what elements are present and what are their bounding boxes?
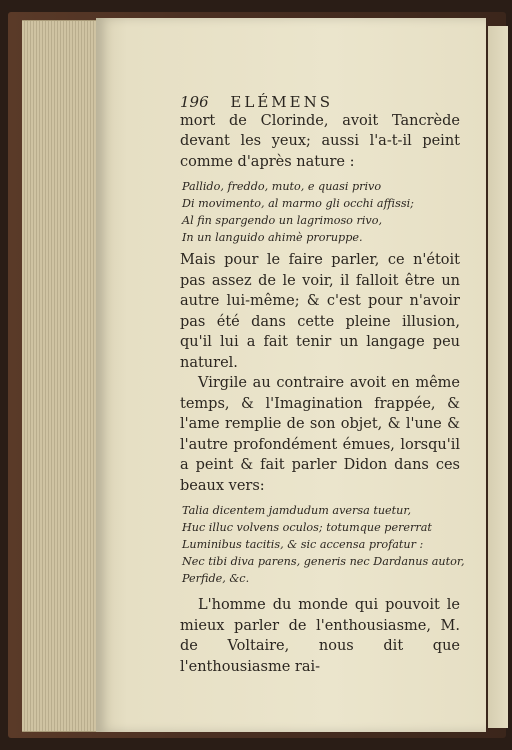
paragraph-3: Virgile au contraire avoit en même temps, & l'Imagination frappée, & l'ame remplie de son objet, & l'une & l'autre profondément émues, lorsqu'il a peint & fait parler Didon dans ces beaux vers: [180, 375, 460, 494]
page-text [180, 92, 465, 677]
page-number: 196 [180, 93, 209, 111]
paragraph-4: L'homme du monde qui pouvoit le mieux parler de l'enthousiasme, M. de Voltaire, nous dit que l'enthousiasme rai- [180, 597, 460, 675]
facing-page-edge [486, 26, 508, 728]
verse-line: Huc illuc volvens oculos; totumque pererrat [182, 521, 432, 534]
running-title: ELÉMENS [230, 93, 333, 111]
italian-verse [180, 178, 460, 246]
paragraph-1: mort de Clorinde, avoit Tancrède devant les yeux; aussi l'a-t-il peint comme d'après nature : [180, 112, 460, 170]
verse-line: Luminibus tacitis, & sic accensa profatur : [182, 538, 424, 551]
verse-line: Perfide, &c. [182, 572, 250, 585]
paragraph-2: Mais pour le faire parler, ce n'étoit pas assez de le voir, il falloit être un autre lui-même; & c'est pour n'avoir pas été dans cette pleine illusion, qu'il lui a fait tenir un langage peu naturel. [180, 252, 460, 371]
verse-line: Nec tibi diva parens, generis nec Dardanus autor, [182, 555, 465, 568]
running-header [180, 92, 460, 113]
verse-line: Di movimento, al marmo gli occhi affissi; [182, 197, 414, 210]
verse-line: Al fin spargendo un lagrimoso rivo, [182, 214, 383, 227]
verse-line: Talia dicentem jamdudum aversa tuetur, [182, 504, 412, 517]
latin-verse [180, 502, 465, 587]
verse-line: Pallido, freddo, muto, e quasi privo [182, 180, 382, 193]
verse-line: In un languido ahimè proruppe. [182, 231, 363, 244]
